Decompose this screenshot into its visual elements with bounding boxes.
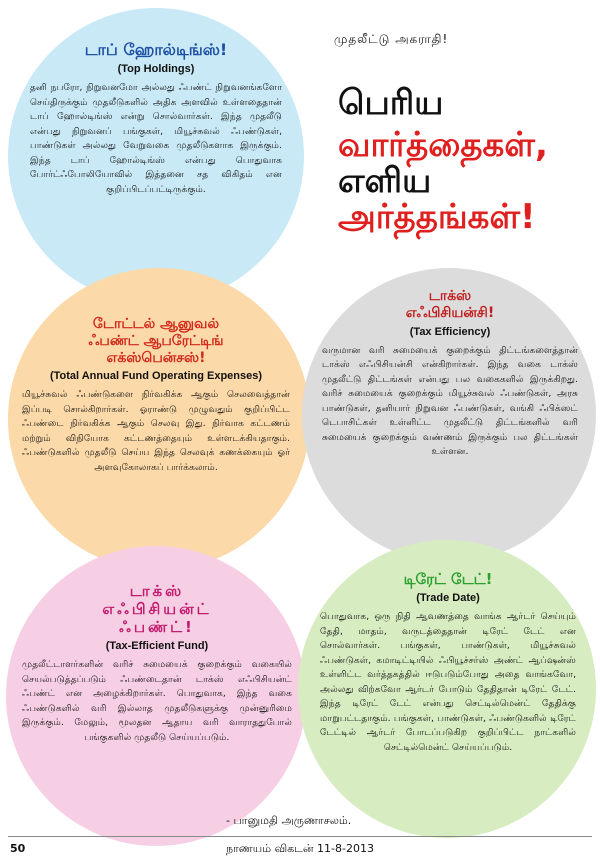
term-english: (Trade Date) <box>416 592 480 604</box>
title-line-4: அர்த்தங்கள்! <box>338 197 536 237</box>
term-body: பொதுவாக, ஒரு நிதி ஆவணத்தை வாங்க ஆர்டர் செய்யும் தேதி, மாதம், வருடத்தைதான் டிரேட் டேட் என சொல்வார்கள். பங்குகள், பாண்டுகள், மியூச்சுவல் ஃபண்டுகள், கமாடிட்டியில் ஃபியூச்சர்ஸ் அண்ட் ஆப்ஷன்ஸ் உள்ளிட்ட வர்த்தகத்தில் ஈடுபடும்போது அதை வாங்கவோ, அல்லது விற்கவோ ஆர்டர் போடும் தேதிதான் டிரேட் டேட். இந்த டிரேட் டேட் என்பது செட்டில்மென்ட் தேதிக்கு மாறுபட்டதாகும். பங்குகள், பாண்டுகள், ஃபண்டுகளில் டிரேட் டேட்டில் ஆர்டர் போடப்படுகிற குறிப்பிட்ட நாட்களில் செட்டில்மென்ட் செய்யப்படும். <box>320 611 576 753</box>
term-english: (Total Annual Fund Operating Expenses) <box>49 370 263 383</box>
section-kicker: முதலீட்டு அகராதி! <box>334 32 449 46</box>
term-english: (Tax-Efficient Fund) <box>105 640 209 652</box>
term-heading-line: ஃபண்ட்! <box>119 618 195 636</box>
term-heading-line: டாக்ஸ் <box>428 288 472 304</box>
term-top-holdings <box>30 40 282 197</box>
title-line-2: வார்த்தைகள், <box>338 125 548 165</box>
term-body: தனி நபரோ, நிறுவனமோ அல்லது ஃபண்ட் நிறுவனங்களோ செய்திருக்கும் முதலீடுகளில் அதிக அளவில் உள்ளதைதான் டாப் ஹோல்டிங்ஸ் என்று சொல்வார்கள். இந்த முதலீடு என்பது நிறுவனப் பங்குகள், மியூச்சுவல் ஃபண்டுகள், பாண்டுகள் அல்லது வேறுவகை முதலீடுகளாக இருக்கும். இந்த டாப் ஹோல்டிங்ஸ் என்பது பொதுவாக போர்ட்ஃபோலியோவில் இத்தனை சத விகிதம் என குறிப்பிடப்பட்டிருக்கும். <box>30 82 282 195</box>
page-number: 50 <box>10 842 26 855</box>
term-heading-line: எஃபிசியன்சி! <box>405 304 495 321</box>
term-heading-line: டாக்ஸ் <box>129 582 185 600</box>
title-line-3: எளிய <box>338 161 432 201</box>
term-trade-date <box>320 570 576 755</box>
term-operating-expenses <box>22 316 290 475</box>
page-footer <box>8 836 592 863</box>
term-heading-line: எஃபிசியன்ட் <box>102 600 212 618</box>
term-heading-line: எக்ஸ்பென்சஸ்! <box>106 349 206 366</box>
publication-line: நாணயம் விகடன் 11-8-2013 <box>226 842 374 855</box>
term-body: மியூச்சுவல் ஃபண்டுகளை நிர்வகிக்க ஆகும் செலவைத்தான் இப்படி சொல்கிறார்கள். ஓராண்டு முழுவதும் குறிப்பிட்ட ஃபண்டை நிர்வகிக்க ஆகும் செலவு இது. நிர்வாக கட்டணம் மற்றும் விநியோக கட்டணத்தையும் உள்ளடக்கியதாகும். ஃபண்டுகளில் முதலீடு செய்ய இந்த செலவுக் கணக்கையும் ஓர் அளவுகோலாகப் பார்க்கலாம். <box>22 389 290 473</box>
website-credit <box>2 640 12 760</box>
term-heading-line: டோட்டல் ஆனுவல் <box>92 316 220 332</box>
term-tax-efficiency <box>322 288 578 460</box>
term-english: (Tax Efficiency) <box>409 325 491 338</box>
term-body: வருமான வரி சுமையைக் குறைக்கும் திட்டங்களைத்தான் டாக்ஸ் எஃபிசியன்சி என்கிறார்கள். இந்த வகை டாக்ஸ் முதலீட்டு திட்டங்கள் என்பது பல வகைகளில் இருக்கிறது. வரிச் சுமையைக் குறைக்கும் மியூச்சுவல் ஃபண்டுகள், அரசு பாண்டுகள், தனியார் நிறுவன ஃபண்டுகள், வங்கி ஃபிக்ஸட் டெபாசிட்கள் உள்ளிட்ட முதலீட்டு திட்டங்களில் வரி சுமையைக் குறைக்கும் வண்ணம் இருக்கும் பல திட்டங்கள் உள்ளன. <box>322 344 578 458</box>
title-line-1: பெரிய <box>338 83 444 123</box>
term-body: முதலீட்டாளர்களின் வரிச் சுமையைக் குறைக்கும் வகையில் செயல்படுத்தப்படும் ஃபண்டைதான் டாக்ஸ் எஃபிசியன்ட் ஃபண்ட் என அழைக்கிறார்கள். பொதுவாக, இந்த வகை ஃபண்டுகளில் வரி இல்லாத முதலீடுகளுக்கு முன்னுரிமை இருக்கும். மேலும், மூலதன ஆதாய வரி வாராததுபோல் பங்குகளில் முதலீடு செய்யப்படும். <box>22 659 292 743</box>
term-heading: டிரேட் டேட்! <box>403 570 493 588</box>
term-english: (Top Holdings) <box>117 63 195 76</box>
term-tax-efficient-fund <box>22 582 292 745</box>
term-heading-line: ஃபண்ட் ஆபரேட்டிங் <box>88 332 224 349</box>
term-heading: டாப் ஹோல்டிங்ஸ்! <box>84 40 228 59</box>
author-credit: - பானுமதி அருணாசலம். <box>226 814 352 827</box>
